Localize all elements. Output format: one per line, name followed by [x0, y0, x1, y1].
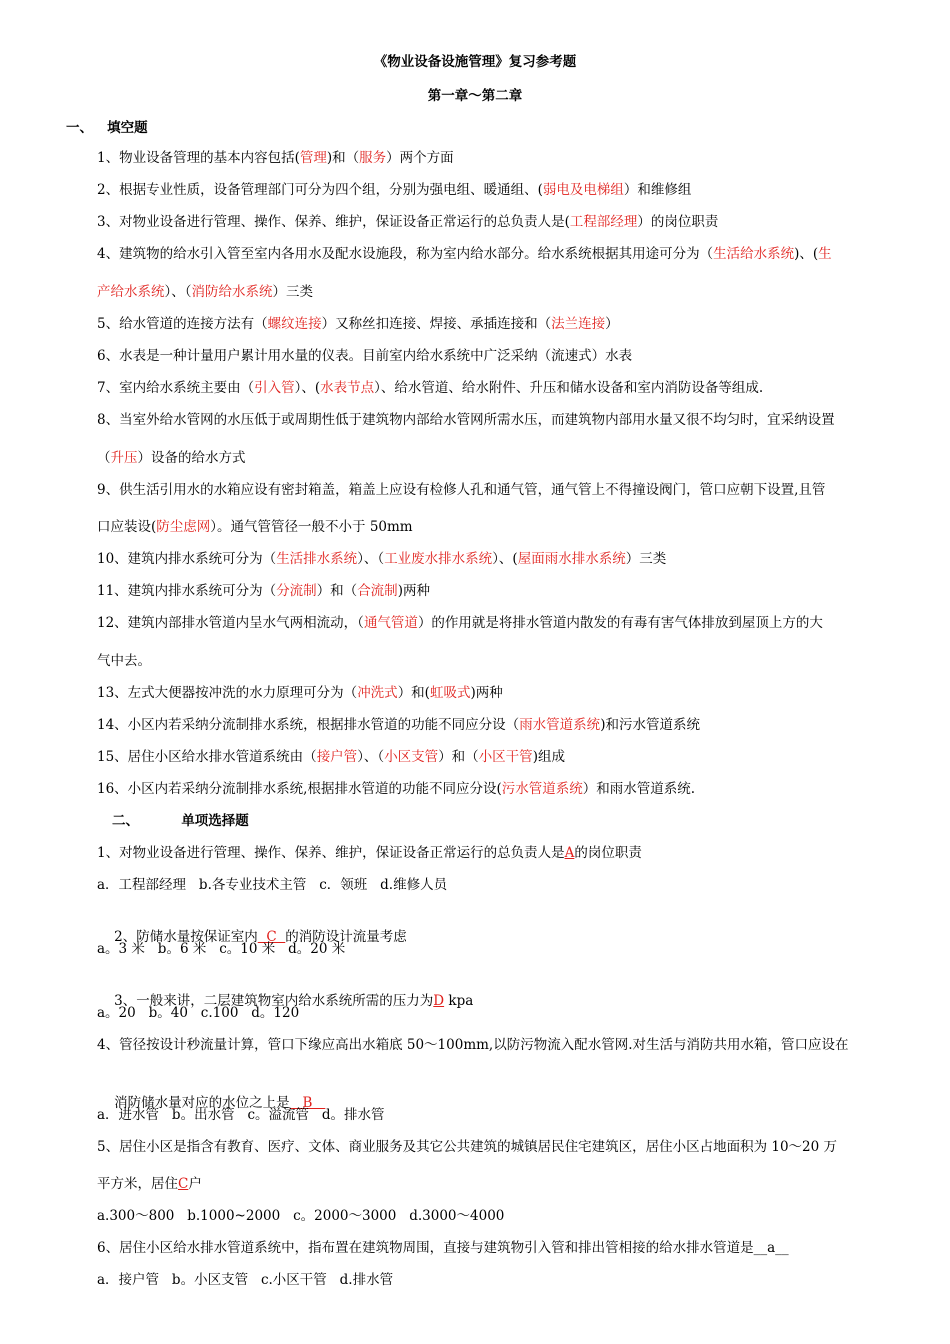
- text-run: ）、（: [357, 749, 385, 765]
- text-run: 工程部经理: [569, 214, 638, 230]
- text-run: 分流制: [276, 583, 317, 599]
- document-title: 《物业设备设施管理》复习参考题: [373, 54, 577, 70]
- text-run: )组成: [532, 749, 565, 765]
- text-run: 引入管: [254, 380, 295, 396]
- text-run: 污水管道系统: [501, 781, 583, 797]
- text-run: 1、对物业设备进行管理、操作、保养、维护，保证设备正常运行的总负责人是: [97, 845, 565, 861]
- document-subtitle: 第一章～第二章: [427, 88, 523, 104]
- text-run: ）、（: [164, 284, 192, 300]
- text-run: ）又称丝扣连接、焊接、承插连接和（: [321, 316, 552, 332]
- text-run: 6、水表是一种计量用户累计用水量的仪表。目前室内给水系统中广泛采纳（流速式）水表: [97, 348, 633, 364]
- text-run: 11、建筑内排水系统可分为（: [97, 583, 277, 599]
- choice-options-1: a．工程部经理 b.各专业技术主管 c．领班 d.维修人员: [97, 877, 448, 893]
- question-14: [97, 715, 700, 735]
- question-4-cont: [97, 282, 313, 302]
- text-run: 单项选择题: [181, 813, 249, 829]
- text-run: 的消防设计流量考虑: [285, 929, 407, 945]
- text-run: 屋面雨水排水系统: [517, 551, 626, 567]
- text-run: 户: [188, 1176, 202, 1192]
- text-run: 法兰连接: [551, 316, 606, 332]
- text-run: 虹吸式: [429, 685, 471, 701]
- question-16: [97, 779, 695, 799]
- answer-blank: C: [178, 1176, 189, 1192]
- text-run: ）设备的给水方式: [137, 450, 246, 466]
- question-1: [97, 148, 454, 168]
- answer-blank: B: [289, 1095, 326, 1111]
- text-run: ）和（: [438, 749, 479, 765]
- text-run: )两种: [470, 685, 503, 701]
- text-run: 生活给水系统: [713, 246, 795, 262]
- text-run: 水表节点: [320, 380, 375, 396]
- text-run: ）和维修组: [623, 182, 692, 198]
- text-run: 雨水管道系统: [519, 717, 601, 733]
- text-run: ）和(: [397, 685, 430, 701]
- text-run: 螺纹连接: [267, 316, 322, 332]
- text-run: 二、: [112, 813, 139, 829]
- text-run: 8、当室外给水管网的水压低于或周期性低于建筑物内部给水管网所需水压，而建筑物内部用水量又很不均匀时，宜采纳设置: [97, 412, 835, 428]
- question-3: [97, 212, 718, 232]
- text-run: ）、(: [492, 551, 518, 567]
- text-run: 消防储水量对应的水位之上是: [114, 1095, 290, 1111]
- question-4: [97, 244, 832, 264]
- text-run: 4、建筑物的给水引入管至室内各用水及配水设施段，称为室内给水部分。给水系统根据其用途可分为（: [97, 246, 714, 262]
- text-run: ）。通气管管径一般不小于 50mm: [210, 519, 413, 535]
- question-11: [97, 581, 430, 601]
- section-heading-fill-in: [66, 118, 148, 138]
- text-run: 生活排水系统: [276, 551, 358, 567]
- text-run: 3、对物业设备进行管理、操作、保养、维护，保证设备正常运行的总负责人是(: [97, 214, 570, 230]
- text-run: 10、建筑内排水系统可分为（: [97, 551, 277, 567]
- text-run: ）、(: [294, 380, 321, 396]
- choice-question-5: 5、居住小区是指含有教育、医疗、文体、商业服务及其它公共建筑的城镇居民住宅建筑区，居住小区占地面积为 10～20 万: [97, 1139, 838, 1155]
- question-12: [97, 613, 823, 633]
- text-run: 填空题: [107, 120, 148, 136]
- text-run: ）: [605, 316, 619, 332]
- text-run: 消防给水系统: [191, 284, 273, 300]
- choice-options-5: a.300～800 b.1000~2000 c。2000～3000 d.3000～4000: [97, 1208, 505, 1224]
- text-run: 通气管道: [363, 615, 418, 631]
- text-run: 1、物业设备管理的基本内容包括(: [97, 150, 300, 166]
- text-run: 防尘虑网: [156, 519, 211, 535]
- answer-blank: C: [257, 929, 286, 945]
- section-heading-single-choice: [112, 811, 249, 831]
- text-run: 生: [818, 246, 832, 262]
- question-13: [97, 683, 503, 703]
- text-run: 气中去。: [97, 653, 151, 669]
- choice-question-6: 6、居住小区给水排水管道系统中，指布置在建筑物周围，直接与建筑物引入管和排出管相接的给水排水管道是__a__: [97, 1240, 789, 1256]
- text-run: ）三类: [625, 551, 667, 567]
- text-run: ）的岗位职责: [637, 214, 719, 230]
- text-run: )和污水管道系统: [600, 717, 700, 733]
- question-5: [97, 314, 619, 334]
- question-2: [97, 180, 691, 200]
- text-run: 12、建筑内部排水管道内呈水气两相流动，（: [97, 615, 364, 631]
- text-run: 合流制: [357, 583, 398, 599]
- question-7: [97, 378, 763, 398]
- text-run: ）两个方面: [386, 150, 454, 166]
- text-run: kpa: [444, 993, 474, 1009]
- text-run: 15、居住小区给水排水管道系统由（: [97, 749, 317, 765]
- text-run: 13、左式大便器按冲洗的水力原理可分为（: [97, 685, 358, 701]
- text-run: 接户管: [316, 749, 358, 765]
- text-run: 2、防储水量按保证室内: [114, 929, 258, 945]
- question-6: [97, 346, 632, 366]
- choice-question-4: 4、管径按设计秒流量计算，管口下缘应高出水箱底 50～100mm,以防污物流入配水管网.对生活与消防共用水箱，管口应设在: [97, 1037, 849, 1053]
- choice-options-6: a．接户管 b。小区支管 c.小区干管 d.排水管: [97, 1272, 394, 1288]
- question-9-cont: [97, 517, 413, 537]
- choice-options-2: a。3 米 b。6 米 c。10 米 d。20 米: [97, 941, 346, 957]
- answer-blank: D: [433, 993, 445, 1009]
- text-run: 冲洗式: [357, 685, 398, 701]
- text-run: 9、供生活引用水的水箱应设有密封箱盖，箱盖上应设有检修人孔和通气管，通气管上不得撞设阀门，管口应朝下设置,且管: [97, 482, 826, 498]
- text-run: ）、（: [357, 551, 385, 567]
- question-12-cont: [97, 651, 151, 671]
- text-run: ）、给水管道、给水附件、升压和储水设备和室内消防设备等组成.: [374, 380, 764, 396]
- text-run: 7、室内给水系统主要由（: [97, 380, 255, 396]
- text-run: ）的作用就是将排水管道内散发的有毒有害气体排放到屋顶上方的大: [417, 615, 823, 631]
- text-run: 升压: [110, 450, 138, 466]
- text-run: 小区干管: [478, 749, 533, 765]
- text-run: 16、小区内若采纳分流制排水系统,根据排水管道的功能不同应分设(: [97, 781, 502, 797]
- text-run: 小区支管: [384, 749, 439, 765]
- text-run: 3、一般来讲，二层建筑物室内给水系统所需的压力为: [114, 993, 434, 1009]
- text-run: 14、小区内若采纳分流制排水系统，根据排水管道的功能不同应分设（: [97, 717, 520, 733]
- text-run: 的岗位职责: [574, 845, 642, 861]
- choice-question-5-cont: [97, 1174, 202, 1194]
- question-15: [97, 747, 565, 767]
- text-run: )、(: [794, 246, 819, 262]
- text-run: ）和雨水管道系统.: [582, 781, 696, 797]
- text-run: )两种: [397, 583, 430, 599]
- text-run: )和（: [326, 150, 360, 166]
- text-run: 产给水系统: [97, 284, 165, 300]
- text-run: 服务: [359, 150, 387, 166]
- text-run: （: [97, 450, 111, 466]
- text-run: 5、给水管道的连接方法有（: [97, 316, 268, 332]
- text-run: 工业废水排水系统: [384, 551, 493, 567]
- question-8-cont: [97, 448, 246, 468]
- text-run: 管理: [299, 150, 327, 166]
- text-run: 一、: [66, 120, 93, 136]
- text-run: 弱电及电梯组: [542, 182, 624, 198]
- choice-question-1: [97, 843, 642, 863]
- answer-blank: A: [564, 845, 575, 861]
- question-9: [97, 480, 825, 500]
- question-8: [97, 410, 835, 430]
- text-run: ）和（: [316, 583, 358, 599]
- choice-options-3: a。20 b。40 c.100 d。120: [97, 1005, 300, 1021]
- question-10: [97, 549, 666, 569]
- text-run: 2、根据专业性质，设备管理部门可分为四个组，分别为强电组、暖通组、(: [97, 182, 543, 198]
- text-run: 平方米，居住: [97, 1176, 178, 1192]
- text-run: 口应装设(: [97, 519, 157, 535]
- choice-options-4: a．进水管 b。出水管 c。溢流管 d。排水管: [97, 1107, 385, 1123]
- text-run: ）三类: [272, 284, 313, 300]
